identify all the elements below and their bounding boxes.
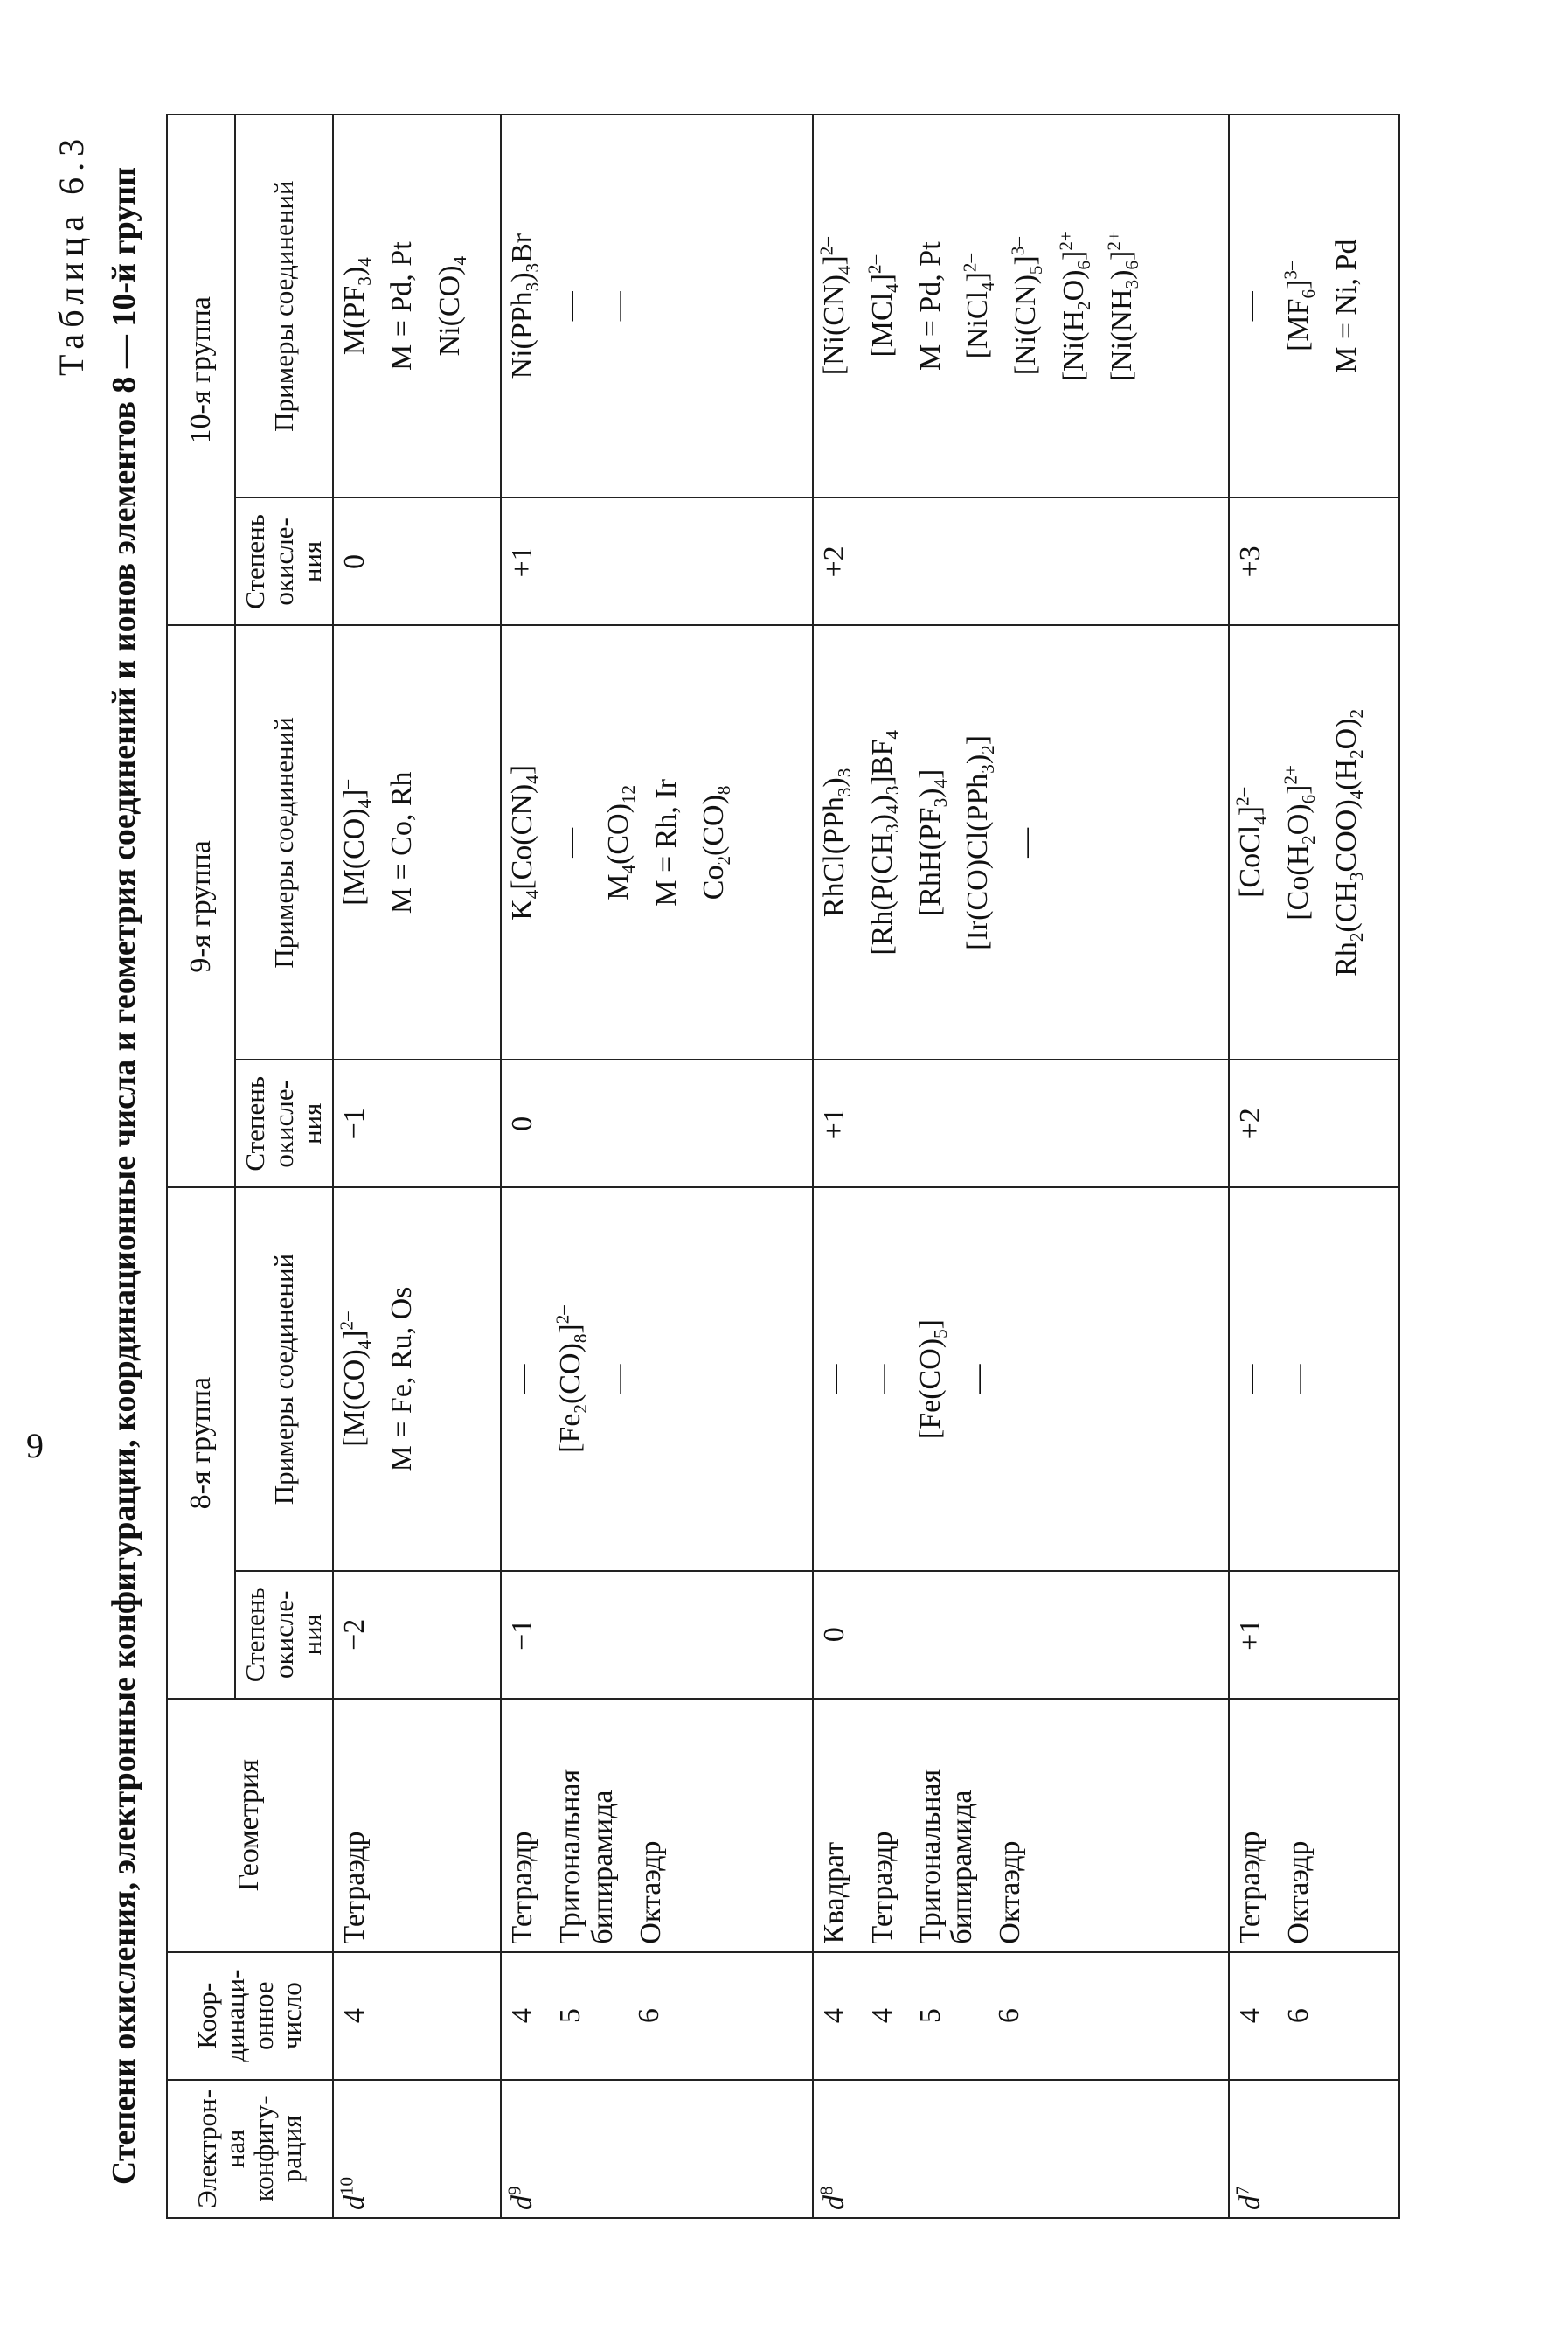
cell-line: —: [1234, 291, 1267, 322]
table-container: [166, 114, 1400, 2219]
cell-line: 4: [818, 2008, 851, 2024]
cell-line: —: [601, 291, 635, 322]
cell-line: [NiCl$_4$]$^{2-}$: [960, 253, 999, 359]
cell-ox-g10: +3: [1229, 497, 1399, 625]
header-ox-g8: Степень окисле-ния: [235, 1571, 333, 1699]
cell-geometry: [1229, 1699, 1399, 1952]
table-row: [333, 115, 502, 2218]
cell-coord-number: [333, 1952, 502, 2080]
cell-line: [587, 1960, 619, 2072]
cell-line: $[Fe_2(CO)_8]^{2-}$: [552, 1305, 591, 1453]
cell-line: Тригональная бипирамида: [913, 1769, 979, 1944]
cell-line: 6: [1281, 2008, 1315, 2024]
header-ox-g9: Степень окисле-ния: [235, 1060, 333, 1187]
cell-ox-g8: −2: [333, 1571, 502, 1699]
cell-line: $[RhH(PF_3)_4]$: [913, 768, 951, 917]
cell-line: [947, 1960, 978, 2072]
cell-line: $[Ir(CO)Cl(PPh_3)_2]$: [961, 734, 999, 950]
cell-line: $RhCl(PPh_3)_3$: [818, 768, 856, 918]
cell-line: $[Rh(P(CH_3)_4)_3]BF_4$: [866, 730, 903, 956]
cell-line: 5: [913, 2008, 947, 2024]
cell-line: —: [554, 291, 587, 322]
cell-line: 6: [633, 2008, 666, 2024]
cell-line: $[M(CO)_4]^{2-}$: [336, 1311, 375, 1447]
header-examples-g10: Примеры соединений: [235, 115, 333, 497]
cell-examples-g8: [813, 1187, 1229, 1570]
cell-ox-g8: 0: [813, 1571, 1229, 1699]
cell-line: Тетраэдр: [1234, 1831, 1267, 1944]
data-table: [166, 114, 1400, 2219]
header-group9: 9-я группа: [167, 625, 235, 1187]
table-title: Степени окисления, электронные конфигурации, координационные числа и геометрия соединений и ионов элементов 8 — 10-й групп: [106, 166, 142, 2186]
cell-line: 4: [1234, 2008, 1267, 2024]
cell-line: 5: [554, 2008, 587, 2024]
cell-line: Квадрат: [818, 1841, 851, 1944]
cell-line: $Rh_2(CH_3COO)_4(H_2O)_2$: [1329, 708, 1367, 977]
cell-line: Октаэдр: [994, 1840, 1027, 1944]
header-examples-g8: Примеры соединений: [235, 1187, 333, 1570]
cell-examples-g8: [333, 1187, 502, 1570]
cell-line: $[Ni(CN)_5]^{3-}$: [1007, 237, 1046, 376]
cell-ox-g10: +1: [501, 497, 813, 625]
cell-examples-g10: [1229, 115, 1399, 497]
cell-config: $d^7$: [1229, 2080, 1399, 2218]
cell-line: M = Pd, Pt: [913, 241, 947, 372]
cell-line: $M_4(CO)_{12}$: [601, 785, 639, 900]
cell-line: Тетраэдр: [506, 1831, 539, 1944]
cell-line: Тетраэдр: [866, 1831, 899, 1944]
cell-examples-g9: [813, 625, 1229, 1060]
cell-examples-g9: [501, 625, 813, 1060]
cell-line: —: [818, 1364, 851, 1394]
cell-line: M = Co, Rh: [385, 771, 419, 914]
table-row: [1229, 115, 1399, 2218]
cell-config: $d^8$: [813, 2080, 1229, 2218]
cell-line: —: [961, 1364, 995, 1394]
cell-line: —: [866, 1364, 899, 1394]
cell-ox-g8: −1: [501, 1571, 813, 1699]
cell-line: M = Pd, Pt: [385, 241, 419, 372]
cell-coord-number: [813, 1952, 1229, 2080]
cell-line: $Co_2(CO)_8$: [697, 785, 735, 900]
cell-line: $Ni(CO)_4$: [434, 255, 470, 357]
cell-line: 4: [506, 2008, 539, 2024]
cell-line: M = Rh, Ir: [649, 779, 683, 907]
cell-ox-g10: 0: [333, 497, 502, 625]
table-body: [333, 115, 1399, 2218]
cell-line: —: [1009, 827, 1043, 858]
cell-coord-number: [501, 1952, 813, 2080]
cell-config: $d^9$: [501, 2080, 813, 2218]
cell-examples-g10: [501, 115, 813, 497]
cell-line: $[Co(H_2O)_6]^{2+}$: [1280, 765, 1319, 921]
cell-line: $[M(CO)_4]^-$: [336, 779, 375, 906]
cell-line: Тетраэдр: [337, 1831, 371, 1944]
cell-line: $[MF_6]^{3-}$: [1280, 261, 1319, 351]
cell-line: —: [554, 827, 587, 858]
cell-geometry: [813, 1699, 1229, 1952]
cell-line: $[Ni(H_2O)_6]^{2+}$: [1055, 231, 1094, 382]
cell-coord-number: [1229, 1952, 1399, 2080]
header-ox-g10: Степень окисле-ния: [235, 497, 333, 625]
cell-ox-g8: +1: [1229, 1571, 1399, 1699]
cell-geometry: [333, 1699, 502, 1952]
cell-ox-g9: +2: [1229, 1060, 1399, 1187]
cell-line: $K_4[Co(CN)_4]$: [506, 764, 544, 921]
cell-line: [CoCl$_4$]$^{2-}$: [1232, 787, 1272, 898]
table-number: Таблица 6.3: [52, 132, 91, 376]
header-group10: 10-я группа: [167, 115, 235, 625]
cell-examples-g9: [1229, 625, 1399, 1060]
cell-line: —: [601, 1364, 635, 1394]
header-group8: 8-я группа: [167, 1187, 235, 1698]
cell-ox-g9: −1: [333, 1060, 502, 1187]
cell-line: $[Fe(CO)_5]$: [913, 1319, 951, 1440]
cell-line: —: [1234, 1364, 1267, 1394]
page-number: 9: [26, 1426, 44, 1465]
header-geometry: Геометрия: [167, 1699, 333, 1952]
cell-config: $d^{10}$: [333, 2080, 502, 2218]
cell-examples-g8: [501, 1187, 813, 1570]
cell-examples-g9: [333, 625, 502, 1060]
cell-line: —: [1281, 1364, 1315, 1394]
cell-line: M = Fe, Ru, Os: [385, 1286, 419, 1472]
header-config: Электрон-ная конфигу-рация: [167, 2080, 333, 2218]
cell-examples-g10: [813, 115, 1229, 497]
cell-ox-g10: +2: [813, 497, 1229, 625]
header-coord-number: Коор-динаци-онное число: [167, 1952, 333, 2080]
cell-examples-g8: [1229, 1187, 1399, 1570]
cell-line: $[Ni(NH_3)_6]^{2+}$: [1103, 231, 1142, 382]
cell-line: Тригональная бипирамида: [554, 1769, 619, 1944]
cell-line: $[MCl_4]^{2-}$: [864, 254, 903, 358]
cell-line: 6: [993, 2008, 1026, 2024]
table-row: [813, 115, 1229, 2218]
cell-line: $[Ni(CN)_4]^{2-}$: [815, 237, 856, 376]
cell-ox-g9: +1: [813, 1060, 1229, 1187]
cell-line: $Ni(PPh_3)_3Br$: [506, 233, 544, 379]
cell-line: M = Ni, Pd: [1329, 239, 1363, 373]
cell-line: 4: [866, 2008, 899, 2024]
cell-line: Октаэдр: [634, 1840, 667, 1944]
cell-line: Октаэдр: [1281, 1840, 1315, 1944]
cell-line: —: [506, 1364, 539, 1394]
cell-line: $M(PF_3)_4$: [337, 257, 375, 356]
cell-examples-g10: [333, 115, 502, 497]
cell-line: 4: [337, 2008, 371, 2024]
cell-ox-g9: 0: [501, 1060, 813, 1187]
cell-geometry: [501, 1699, 813, 1952]
table-row: [501, 115, 813, 2218]
header-examples-g9: Примеры соединений: [235, 625, 333, 1060]
